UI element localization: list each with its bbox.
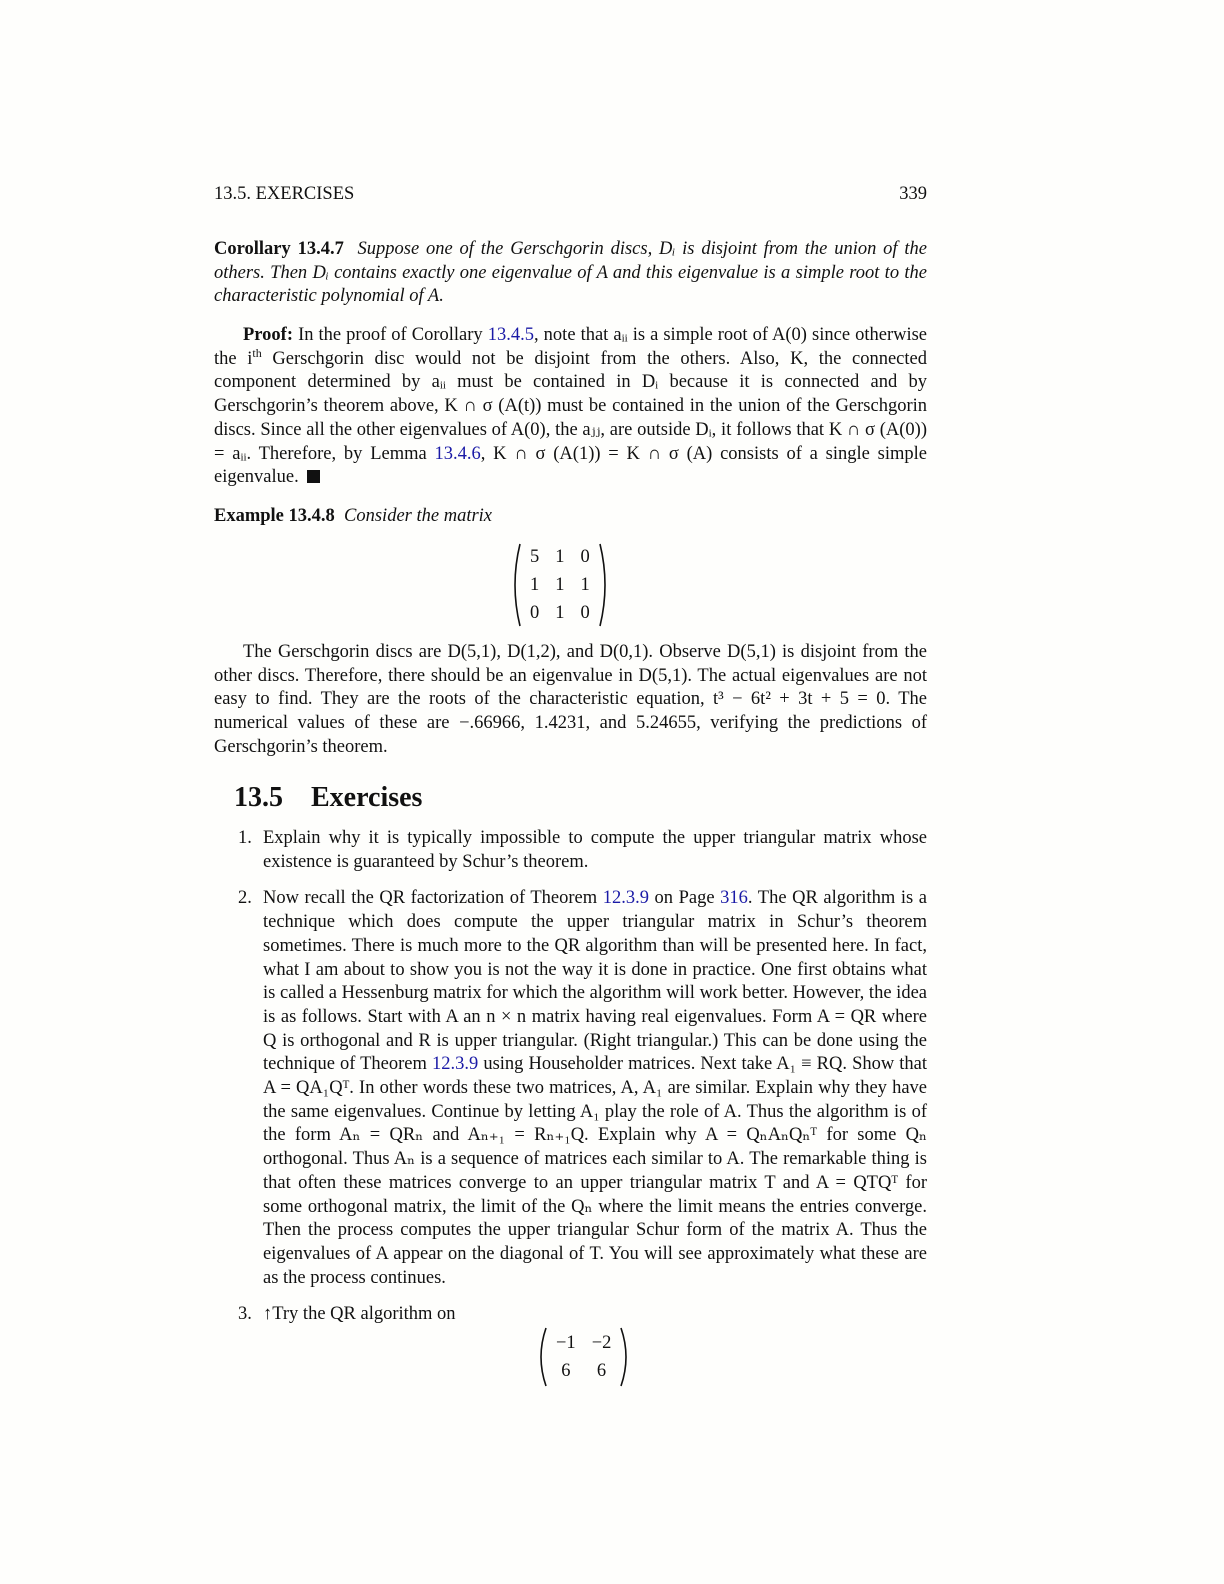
- matrix-cell: 0: [580, 602, 590, 623]
- ref-corollary-13-4-5[interactable]: 13.4.5: [487, 325, 534, 345]
- proof-block: [214, 324, 927, 490]
- example-matrix: [510, 542, 610, 628]
- corollary-block: [214, 238, 927, 309]
- page-number: 339: [899, 184, 927, 204]
- example-block: [214, 505, 927, 529]
- matrix-cell: 0: [530, 602, 540, 623]
- proof-text-4: , K ∩ σ (A(1)) = K ∩ σ (A) consists of a single simple eigenvalue.: [214, 443, 927, 488]
- corollary-label: Corollary 13.4.7: [214, 239, 344, 259]
- matrix-cell: 6: [596, 1360, 607, 1381]
- proof-text-3: Gerschgorin disc would not be disjoint from the others. Also, K, the connected component determined by aᵢᵢ must be contained in Dᵢ because it is connected and by Gerschgorin’s theorem above, K ∩ σ (A(t)) must be contained in the union of the Gerschgorin discs. Since all the other eigenvalues of A(0), the aⱼⱼ, are outside Dᵢ, it follows that K ∩ σ (A(0)) = aᵢᵢ. Therefore, by Lemma: [214, 348, 927, 464]
- qed-symbol: [307, 470, 320, 483]
- exercise-number: 2.: [238, 888, 252, 909]
- matrix-cell: −2: [591, 1332, 612, 1353]
- ref-theorem-12-3-9[interactable]: 12.3.9: [602, 888, 649, 909]
- ref-page-316[interactable]: 316: [720, 888, 748, 909]
- proof-text-1: In the proof of Corollary: [298, 325, 483, 345]
- matrix-cell: 0: [580, 546, 590, 567]
- exercise-number: 3.: [238, 1304, 252, 1325]
- exercise-item-1: [238, 827, 927, 874]
- matrix-cell: 1: [555, 546, 565, 567]
- matrix-row: [522, 599, 598, 627]
- section-number: 13.5: [234, 782, 283, 813]
- example-after-text: The Gerschgorin discs are D(5,1), D(1,2), and D(0,1). Observe D(5,1) is disjoint from the other discs. Therefore, there should be an eigenvalue in D(5,1). The actual eigenvalues are not easy to find. They are the roots of the characteristic equation, t³ − 6t² + 3t + 5 = 0. The numerical values of these are −.66966, 1.4231, and 5.24655, verifying the predictions of Gerschgorin’s theorem.: [214, 642, 927, 757]
- exercise-item-3: [238, 1303, 927, 1327]
- matrix-row: [522, 571, 598, 599]
- example-discussion: [214, 641, 927, 760]
- ref-lemma-13-4-6[interactable]: 13.4.6: [434, 443, 481, 464]
- corollary-text: Suppose one of the Gerschgorin discs, Dᵢ is disjoint from the union of the others. Then Dᵢ contains exactly one eigenvalue of A and this eigenvalue is a simple root to the characteristic polynomial of A.: [214, 239, 928, 307]
- example-label: Example 13.4.8: [214, 506, 335, 526]
- matrix-cell: −1: [556, 1332, 576, 1353]
- matrix-cell: 1: [555, 574, 565, 595]
- running-head-section: 13.5. EXERCISES: [214, 184, 355, 204]
- exercise-2-text-2: on Page: [654, 888, 715, 909]
- matrix-table: [548, 1329, 619, 1385]
- proof-text-2: , note that aᵢᵢ is a simple root of A(0) since otherwise the i: [214, 325, 928, 369]
- section-heading: [234, 782, 422, 814]
- exercise-number: 1.: [238, 828, 252, 848]
- running-head: [214, 184, 927, 205]
- matrix-row: [548, 1357, 619, 1385]
- exercise-3-matrix: [536, 1326, 631, 1388]
- proof-sup-th: th: [252, 345, 262, 360]
- matrix-row: [522, 543, 598, 571]
- right-paren-icon: [598, 542, 610, 628]
- exercise-text: Explain why it is typically impossible to compute the upper triangular matrix whose existence is guaranteed by Schur’s theorem.: [263, 828, 927, 872]
- exercise-list: [238, 827, 927, 1327]
- matrix-cell: 1: [555, 602, 565, 623]
- matrix-cell: 5: [530, 546, 540, 567]
- ref-theorem-12-3-9-b[interactable]: 12.3.9: [431, 1054, 479, 1075]
- matrix-table: [522, 543, 598, 627]
- example-text: Consider the matrix: [344, 506, 493, 526]
- matrix-row: [548, 1329, 619, 1357]
- section-title: Exercises: [311, 782, 423, 813]
- exercise-text: ↑Try the QR algorithm on: [263, 1304, 456, 1325]
- exercise-2-text-3: . The QR algorithm is a technique which does compute the upper triangular matrix in Schur’s theorem sometimes. There is much more to the QR algorithm than will be presented here. In fact, what I am about to show you is not the way it is done in practice. One first obtains what is called a Hessenburg matrix for which the algorithm will work better. However, the idea is as follows. Start with A an n × n matrix having real eigenvalues. Form A = QR where Q is orthogonal and R is upper triangular. (Right triangular.) This can be done using the technique of Theorem: [263, 888, 928, 1075]
- matrix-cell: 1: [580, 574, 590, 595]
- proof-label: Proof:: [243, 325, 293, 345]
- left-paren-icon: [536, 1326, 548, 1388]
- matrix-cell: 6: [561, 1360, 571, 1381]
- exercise-2-text-1: Now recall the QR factorization of Theorem: [263, 888, 598, 909]
- matrix-cell: 1: [530, 574, 540, 595]
- exercise-2-text-4: using Householder matrices. Next take A₁ ≡ RQ. Show that A = QA₁Qᵀ. In other words these two matrices, A, A₁ are similar. Explain why they have the same eigenvalues. Continue by letting A₁ play the role of A. Thus the algorithm is of the form Aₙ = QRₙ and Aₙ₊₁ = Rₙ₊₁Q. Explain why A = QₙAₙQₙᵀ for some Qₙ orthogonal. Thus Aₙ is a sequence of matrices each similar to A. The remarkable thing is that often these matrices converge to an upper triangular matrix T and A = QTQᵀ for some orthogonal matrix, the limit of the Qₙ where the limit means the entries converge. Then the process computes the upper triangular Schur form of the matrix A. Thus the eigenvalues of A appear on the diagonal of T. You will see approximately what these are as the process continues.: [263, 1054, 928, 1288]
- exercise-item-2: [238, 887, 927, 1290]
- left-paren-icon: [510, 542, 522, 628]
- right-paren-icon: [619, 1326, 631, 1388]
